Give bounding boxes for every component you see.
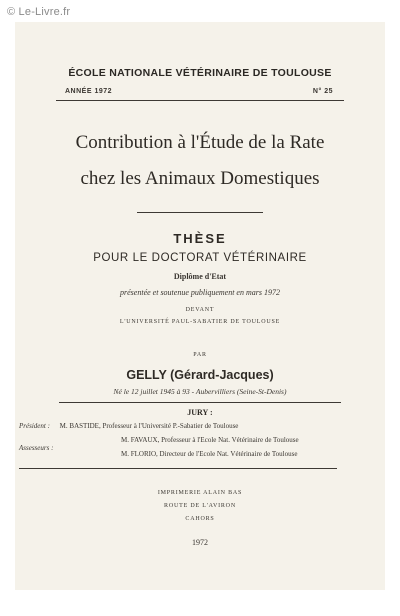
title-line-2: chez les Animaux Domestiques [80, 168, 320, 189]
watermark: © Le-Livre.fr [7, 6, 71, 18]
jury-president-row [19, 422, 238, 430]
thesis-subheading: POUR LE DOCTORAT VÉTÉRINAIRE [93, 252, 307, 264]
school-name: ÉCOLE NATIONALE VÉTÉRINAIRE DE TOULOUSE [68, 67, 332, 79]
assessors-role-row [19, 444, 53, 452]
title-rule [137, 212, 263, 213]
author-birth: Né le 12 juillet 1945 à 93 - Aubervilliers (Seine-St-Denis) [113, 387, 287, 396]
thesis-heading: THÈSE [173, 231, 227, 246]
print-year: 1972 [192, 538, 208, 547]
jury-label: JURY : [187, 408, 213, 417]
printer-name: IMPRIMERIE ALAIN BAS [157, 490, 243, 496]
jury-rule [19, 468, 337, 469]
assessor-1-row [121, 436, 299, 444]
president-role: Président : [19, 422, 50, 430]
presented-label: présentée et soutenue publiquement en mars 1972 [120, 288, 280, 297]
header-rule [56, 100, 344, 101]
university-label: L'UNIVERSITÉ PAUL-SABATIER DE TOULOUSE [119, 319, 281, 325]
assessor-1-name: M. FAVAUX, Professeur à l'Ecole Nat. Vétérinaire de Toulouse [121, 436, 299, 444]
printer-city: CAHORS [185, 516, 215, 522]
title-line-1: Contribution à l'Étude de la Rate [75, 132, 325, 153]
number-label: N° 25 [312, 88, 333, 95]
author-rule [59, 402, 341, 403]
by-label: PAR [193, 352, 207, 358]
diploma-label: Diplôme d'Etat [173, 272, 227, 281]
printer-street: ROUTE DE L'AVIRON [164, 503, 236, 509]
president-name: M. BASTIDE, Professeur à l'Université P.-Sabatier de Toulouse [59, 422, 239, 430]
book-cover [15, 22, 385, 590]
before-label: DEVANT [185, 307, 215, 313]
year-label: ANNÉE 1972 [65, 88, 113, 95]
assessor-2-row [121, 450, 297, 458]
assessor-2-name: M. FLORIO, Directeur de l'Ecole Nat. Vétérinaire de Toulouse [121, 450, 298, 458]
author-name: GELLY (Gérard-Jacques) [126, 368, 274, 382]
assessors-role: Assesseurs : [19, 444, 54, 452]
